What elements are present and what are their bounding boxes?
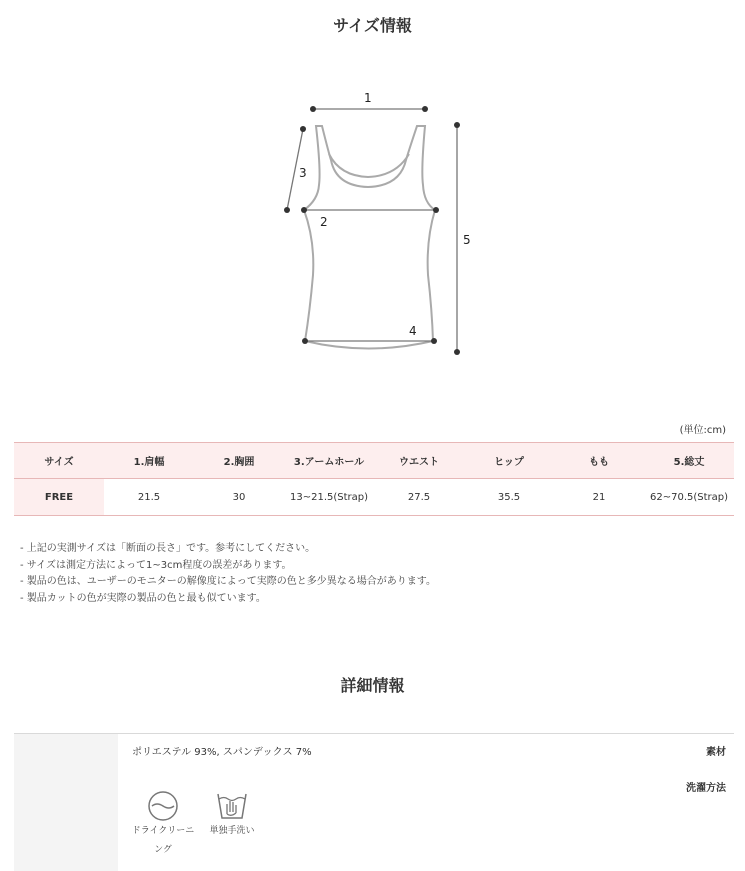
cell-thigh: 21 [554,479,644,516]
unit-label: (単位:cm) [679,425,726,436]
detail-info-title: 詳細情報 [340,676,405,695]
cell-shoulder: 21.5 [104,479,194,516]
header-chest: 2.胸囲 [194,443,284,479]
cell-waist: 27.5 [374,479,464,516]
care-label-line: 単独手洗い [209,826,255,836]
note-item: - 製品の色は、ユーザーのモニターの解像度によって実際の色と多少異なる場合があります。 [20,576,436,587]
header-thigh: もも [554,443,644,479]
header-hip: ヒップ [464,443,554,479]
hand-wash-icon [215,790,249,822]
care-label-line: ドライクリーニ [131,826,195,836]
size-info-title: サイズ情報 [333,16,412,35]
care-hand-wash [204,790,260,841]
cell-armhole: 13~21.5(Strap) [284,479,374,516]
tank-top-measurement-diagram [270,85,480,365]
table-row [14,479,734,516]
size-table-header-row [14,443,734,479]
header-size: サイズ [14,443,104,479]
neckline-inner [329,154,409,177]
cell-size: FREE [14,479,104,516]
dry-clean-icon [147,790,179,822]
cell-chest: 30 [194,479,284,516]
cell-length: 62~70.5(Strap) [644,479,734,516]
header-waist: ウエスト [374,443,464,479]
size-table [14,442,734,516]
header-length: 5.総丈 [644,443,734,479]
note-item: - 製品カットの色が実際の製品の色と最も似ています。 [20,592,266,604]
measure-label-4: 4 [409,324,417,338]
note-item: - 上記の実測サイズは「断面の長さ」です。参考にしてください。 [20,543,316,554]
care-dry-clean [130,790,196,860]
material-label: 素材 [706,747,726,758]
cell-hip: 35.5 [464,479,554,516]
note-item: - サイズは測定方法によって1~3cm程度の誤差があります。 [20,559,292,571]
measure-label-1: 1 [364,91,372,105]
header-shoulder: 1.肩幅 [104,443,194,479]
garment-outline [304,126,435,349]
measure-label-5: 5 [463,233,471,247]
care-label-line: ング [154,845,172,855]
washing-label: 洗濯方法 [686,783,726,794]
measure-label-3: 3 [299,166,307,180]
header-armhole: 3.アームホール [284,443,374,479]
measure-label-2: 2 [320,215,328,229]
material-value: ポリエステル 93%, スパンデックス 7% [132,747,312,758]
size-notes [20,541,436,607]
detail-table [14,733,734,871]
detail-label-column [14,734,118,871]
